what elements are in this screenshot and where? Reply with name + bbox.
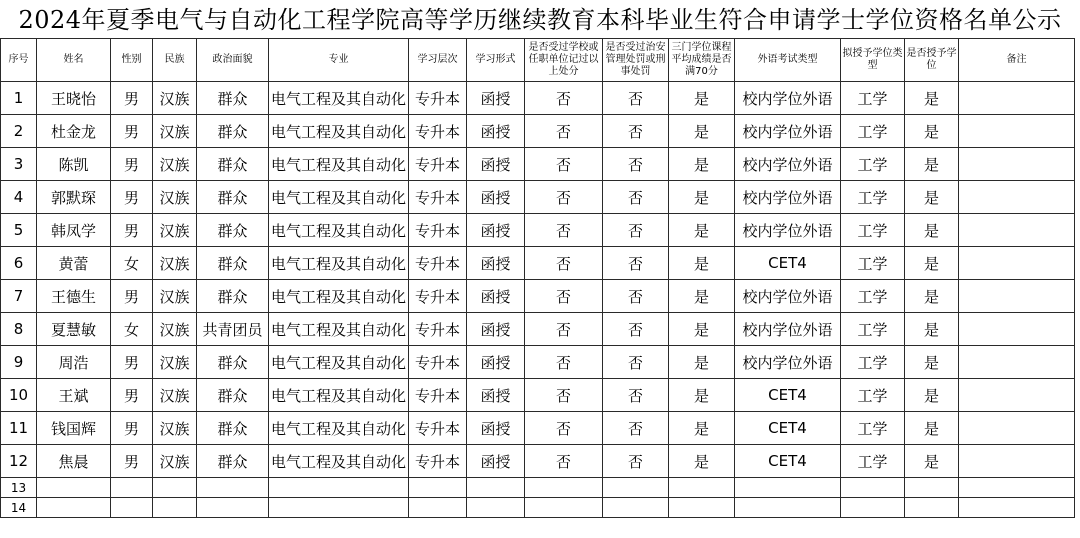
cell-major[interactable]: 电气工程及其自动化 xyxy=(269,148,409,181)
cell-political-status[interactable]: 群众 xyxy=(197,214,269,247)
cell-major[interactable]: 电气工程及其自动化 xyxy=(269,346,409,379)
cell-study-level[interactable]: 专升本 xyxy=(409,115,467,148)
cell-degree-type[interactable]: 工学 xyxy=(841,412,905,445)
cell-major[interactable]: 电气工程及其自动化 xyxy=(269,247,409,280)
cell-legal-penalty[interactable]: 否 xyxy=(603,181,669,214)
cell-degree-course-score[interactable]: 是 xyxy=(669,214,735,247)
cell-school-discipline[interactable]: 否 xyxy=(525,214,603,247)
cell-remarks[interactable] xyxy=(959,181,1075,214)
row-number[interactable]: 14 xyxy=(1,498,37,518)
cell-ethnicity[interactable]: 汉族 xyxy=(153,82,197,115)
cell-seq[interactable]: 6 xyxy=(1,247,37,280)
cell-school-discipline[interactable]: 否 xyxy=(525,115,603,148)
cell-degree-granted[interactable]: 是 xyxy=(905,280,959,313)
cell-political-status[interactable]: 共青团员 xyxy=(197,313,269,346)
cell-ethnicity[interactable]: 汉族 xyxy=(153,445,197,478)
cell-foreign-language-exam[interactable]: CET4 xyxy=(735,247,841,280)
cell-study-mode[interactable]: 函授 xyxy=(467,247,525,280)
cell-legal-penalty[interactable]: 否 xyxy=(603,379,669,412)
sheet-title: 2024年夏季电气与自动化工程学院高等学历继续教育本科毕业生符合申请学士学位资格名单公示 xyxy=(18,6,1062,34)
cell-legal-penalty[interactable]: 否 xyxy=(603,445,669,478)
empty-cell[interactable] xyxy=(735,498,841,518)
cell-gender[interactable]: 男 xyxy=(111,346,153,379)
cell-major[interactable]: 电气工程及其自动化 xyxy=(269,445,409,478)
header-major[interactable]: 专业 xyxy=(269,39,409,82)
cell-political-status[interactable]: 群众 xyxy=(197,148,269,181)
cell-name[interactable]: 焦晨 xyxy=(37,445,111,478)
cell-major[interactable]: 电气工程及其自动化 xyxy=(269,280,409,313)
cell-degree-course-score[interactable]: 是 xyxy=(669,148,735,181)
table-row xyxy=(1,214,1075,247)
cell-degree-granted[interactable]: 是 xyxy=(905,379,959,412)
header-school-discipline[interactable]: 是否受过学校或任职单位记过以上处分 xyxy=(525,39,603,82)
cell-name[interactable]: 陈凯 xyxy=(37,148,111,181)
cell-gender[interactable]: 女 xyxy=(111,247,153,280)
cell-seq[interactable]: 10 xyxy=(1,379,37,412)
cell-gender[interactable]: 男 xyxy=(111,82,153,115)
empty-cell[interactable] xyxy=(111,498,153,518)
cell-study-level[interactable]: 专升本 xyxy=(409,379,467,412)
cell-legal-penalty[interactable]: 否 xyxy=(603,412,669,445)
cell-legal-penalty[interactable]: 否 xyxy=(603,313,669,346)
cell-study-level[interactable]: 专升本 xyxy=(409,280,467,313)
cell-seq[interactable]: 1 xyxy=(1,82,37,115)
empty-cell[interactable] xyxy=(409,478,467,498)
cell-seq[interactable]: 3 xyxy=(1,148,37,181)
cell-gender[interactable]: 男 xyxy=(111,115,153,148)
cell-ethnicity[interactable]: 汉族 xyxy=(153,148,197,181)
cell-foreign-language-exam[interactable]: CET4 xyxy=(735,379,841,412)
cell-major[interactable]: 电气工程及其自动化 xyxy=(269,412,409,445)
cell-name[interactable]: 韩凤学 xyxy=(37,214,111,247)
empty-cell[interactable] xyxy=(111,478,153,498)
cell-degree-type[interactable]: 工学 xyxy=(841,82,905,115)
cell-degree-course-score[interactable]: 是 xyxy=(669,346,735,379)
cell-school-discipline[interactable]: 否 xyxy=(525,148,603,181)
cell-political-status[interactable]: 群众 xyxy=(197,445,269,478)
cell-legal-penalty[interactable]: 否 xyxy=(603,82,669,115)
cell-study-level[interactable]: 专升本 xyxy=(409,148,467,181)
table-row xyxy=(1,445,1075,478)
cell-study-level[interactable]: 专升本 xyxy=(409,445,467,478)
cell-school-discipline[interactable]: 否 xyxy=(525,313,603,346)
cell-degree-granted[interactable]: 是 xyxy=(905,247,959,280)
cell-degree-granted[interactable]: 是 xyxy=(905,82,959,115)
cell-degree-course-score[interactable]: 是 xyxy=(669,379,735,412)
cell-foreign-language-exam[interactable]: CET4 xyxy=(735,445,841,478)
header-study-mode[interactable]: 学习形式 xyxy=(467,39,525,82)
cell-study-level[interactable]: 专升本 xyxy=(409,247,467,280)
cell-major[interactable]: 电气工程及其自动化 xyxy=(269,115,409,148)
cell-major[interactable]: 电气工程及其自动化 xyxy=(269,379,409,412)
cell-legal-penalty[interactable]: 否 xyxy=(603,214,669,247)
table-row xyxy=(1,181,1075,214)
cell-study-mode[interactable]: 函授 xyxy=(467,115,525,148)
cell-study-level[interactable]: 专升本 xyxy=(409,181,467,214)
cell-degree-course-score[interactable]: 是 xyxy=(669,82,735,115)
empty-cell[interactable] xyxy=(467,498,525,518)
cell-remarks[interactable] xyxy=(959,445,1075,478)
cell-degree-granted[interactable]: 是 xyxy=(905,412,959,445)
empty-cell[interactable] xyxy=(669,478,735,498)
cell-remarks[interactable] xyxy=(959,82,1075,115)
cell-study-mode[interactable]: 函授 xyxy=(467,280,525,313)
cell-study-mode[interactable]: 函授 xyxy=(467,214,525,247)
empty-cell[interactable] xyxy=(525,478,603,498)
cell-foreign-language-exam[interactable]: 校内学位外语 xyxy=(735,148,841,181)
table-row xyxy=(1,115,1075,148)
header-degree-type[interactable]: 拟授予学位类型 xyxy=(841,39,905,82)
cell-remarks[interactable] xyxy=(959,148,1075,181)
degree-list-table xyxy=(0,38,1075,518)
header-remarks[interactable]: 备注 xyxy=(959,39,1075,82)
cell-political-status[interactable]: 群众 xyxy=(197,115,269,148)
header-study-level[interactable]: 学习层次 xyxy=(409,39,467,82)
cell-ethnicity[interactable]: 汉族 xyxy=(153,313,197,346)
table-row xyxy=(1,82,1075,115)
cell-political-status[interactable]: 群众 xyxy=(197,346,269,379)
cell-school-discipline[interactable]: 否 xyxy=(525,82,603,115)
cell-remarks[interactable] xyxy=(959,412,1075,445)
cell-political-status[interactable]: 群众 xyxy=(197,247,269,280)
cell-study-mode[interactable]: 函授 xyxy=(467,412,525,445)
cell-gender[interactable]: 女 xyxy=(111,313,153,346)
cell-gender[interactable]: 男 xyxy=(111,148,153,181)
empty-cell[interactable] xyxy=(959,478,1075,498)
empty-cell[interactable] xyxy=(959,498,1075,518)
table-row xyxy=(1,247,1075,280)
empty-row xyxy=(1,498,1075,518)
empty-cell[interactable] xyxy=(735,478,841,498)
empty-cell[interactable] xyxy=(467,478,525,498)
cell-seq[interactable]: 11 xyxy=(1,412,37,445)
cell-name[interactable]: 杜金龙 xyxy=(37,115,111,148)
cell-degree-type[interactable]: 工学 xyxy=(841,115,905,148)
empty-cell[interactable] xyxy=(409,498,467,518)
cell-remarks[interactable] xyxy=(959,115,1075,148)
cell-name[interactable]: 王斌 xyxy=(37,379,111,412)
cell-remarks[interactable] xyxy=(959,280,1075,313)
cell-degree-type[interactable]: 工学 xyxy=(841,445,905,478)
cell-school-discipline[interactable]: 否 xyxy=(525,379,603,412)
cell-name[interactable]: 钱国辉 xyxy=(37,412,111,445)
cell-legal-penalty[interactable]: 否 xyxy=(603,280,669,313)
cell-study-mode[interactable]: 函授 xyxy=(467,379,525,412)
cell-degree-granted[interactable]: 是 xyxy=(905,148,959,181)
cell-major[interactable]: 电气工程及其自动化 xyxy=(269,181,409,214)
cell-name[interactable]: 王晓怡 xyxy=(37,82,111,115)
cell-remarks[interactable] xyxy=(959,379,1075,412)
cell-ethnicity[interactable]: 汉族 xyxy=(153,379,197,412)
cell-school-discipline[interactable]: 否 xyxy=(525,181,603,214)
empty-cell[interactable] xyxy=(841,498,905,518)
header-seq[interactable]: 序号 xyxy=(1,39,37,82)
cell-degree-type[interactable]: 工学 xyxy=(841,280,905,313)
empty-cell[interactable] xyxy=(197,478,269,498)
empty-cell[interactable] xyxy=(669,498,735,518)
cell-ethnicity[interactable]: 汉族 xyxy=(153,181,197,214)
cell-study-mode[interactable]: 函授 xyxy=(467,313,525,346)
cell-remarks[interactable] xyxy=(959,313,1075,346)
cell-school-discipline[interactable]: 否 xyxy=(525,445,603,478)
cell-remarks[interactable] xyxy=(959,214,1075,247)
cell-degree-course-score[interactable]: 是 xyxy=(669,412,735,445)
cell-degree-type[interactable]: 工学 xyxy=(841,148,905,181)
cell-degree-course-score[interactable]: 是 xyxy=(669,280,735,313)
empty-cell[interactable] xyxy=(197,498,269,518)
cell-political-status[interactable]: 群众 xyxy=(197,82,269,115)
cell-degree-granted[interactable]: 是 xyxy=(905,313,959,346)
cell-major[interactable]: 电气工程及其自动化 xyxy=(269,313,409,346)
empty-cell[interactable] xyxy=(37,498,111,518)
cell-degree-granted[interactable]: 是 xyxy=(905,214,959,247)
cell-degree-type[interactable]: 工学 xyxy=(841,247,905,280)
cell-study-level[interactable]: 专升本 xyxy=(409,346,467,379)
header-row xyxy=(1,39,1075,82)
empty-cell[interactable] xyxy=(525,498,603,518)
cell-political-status[interactable]: 群众 xyxy=(197,412,269,445)
cell-major[interactable]: 电气工程及其自动化 xyxy=(269,214,409,247)
cell-seq[interactable]: 4 xyxy=(1,181,37,214)
cell-name[interactable]: 郭默琛 xyxy=(37,181,111,214)
cell-school-discipline[interactable]: 否 xyxy=(525,346,603,379)
cell-degree-type[interactable]: 工学 xyxy=(841,379,905,412)
cell-study-level[interactable]: 专升本 xyxy=(409,214,467,247)
cell-degree-type[interactable]: 工学 xyxy=(841,313,905,346)
cell-legal-penalty[interactable]: 否 xyxy=(603,247,669,280)
cell-study-mode[interactable]: 函授 xyxy=(467,82,525,115)
cell-study-mode[interactable]: 函授 xyxy=(467,181,525,214)
cell-foreign-language-exam[interactable]: 校内学位外语 xyxy=(735,280,841,313)
table-row xyxy=(1,313,1075,346)
cell-name[interactable]: 黄蕾 xyxy=(37,247,111,280)
table-row xyxy=(1,412,1075,445)
header-foreign-language-exam[interactable]: 外语考试类型 xyxy=(735,39,841,82)
empty-cell[interactable] xyxy=(269,498,409,518)
empty-cell[interactable] xyxy=(841,478,905,498)
empty-cell[interactable] xyxy=(905,498,959,518)
cell-degree-type[interactable]: 工学 xyxy=(841,346,905,379)
cell-seq[interactable]: 9 xyxy=(1,346,37,379)
cell-gender[interactable]: 男 xyxy=(111,445,153,478)
cell-foreign-language-exam[interactable]: 校内学位外语 xyxy=(735,346,841,379)
cell-study-mode[interactable]: 函授 xyxy=(467,445,525,478)
cell-remarks[interactable] xyxy=(959,247,1075,280)
cell-study-mode[interactable]: 函授 xyxy=(467,148,525,181)
cell-study-mode[interactable]: 函授 xyxy=(467,346,525,379)
cell-degree-course-score[interactable]: 是 xyxy=(669,445,735,478)
cell-ethnicity[interactable]: 汉族 xyxy=(153,280,197,313)
cell-foreign-language-exam[interactable]: 校内学位外语 xyxy=(735,115,841,148)
cell-ethnicity[interactable]: 汉族 xyxy=(153,247,197,280)
cell-degree-type[interactable]: 工学 xyxy=(841,181,905,214)
cell-degree-course-score[interactable]: 是 xyxy=(669,181,735,214)
empty-cell[interactable] xyxy=(153,478,197,498)
cell-name[interactable]: 周浩 xyxy=(37,346,111,379)
cell-seq[interactable]: 2 xyxy=(1,115,37,148)
empty-cell[interactable] xyxy=(153,498,197,518)
cell-remarks[interactable] xyxy=(959,346,1075,379)
cell-degree-granted[interactable]: 是 xyxy=(905,181,959,214)
header-ethnicity[interactable]: 民族 xyxy=(153,39,197,82)
cell-gender[interactable]: 男 xyxy=(111,412,153,445)
row-number[interactable]: 13 xyxy=(1,478,37,498)
empty-cell[interactable] xyxy=(37,478,111,498)
cell-political-status[interactable]: 群众 xyxy=(197,379,269,412)
cell-seq[interactable]: 7 xyxy=(1,280,37,313)
cell-seq[interactable]: 8 xyxy=(1,313,37,346)
cell-degree-type[interactable]: 工学 xyxy=(841,214,905,247)
table-row xyxy=(1,280,1075,313)
cell-school-discipline[interactable]: 否 xyxy=(525,247,603,280)
table-row xyxy=(1,148,1075,181)
header-degree-course-score[interactable]: 三门学位课程平均成绩是否满70分 xyxy=(669,39,735,82)
cell-degree-granted[interactable]: 是 xyxy=(905,445,959,478)
cell-study-level[interactable]: 专升本 xyxy=(409,313,467,346)
header-gender[interactable]: 性别 xyxy=(111,39,153,82)
cell-degree-course-score[interactable]: 是 xyxy=(669,115,735,148)
cell-name[interactable]: 王德生 xyxy=(37,280,111,313)
header-political-status[interactable]: 政治面貌 xyxy=(197,39,269,82)
cell-seq[interactable]: 12 xyxy=(1,445,37,478)
cell-political-status[interactable]: 群众 xyxy=(197,280,269,313)
cell-foreign-language-exam[interactable]: 校内学位外语 xyxy=(735,82,841,115)
cell-foreign-language-exam[interactable]: CET4 xyxy=(735,412,841,445)
cell-ethnicity[interactable]: 汉族 xyxy=(153,346,197,379)
empty-cell[interactable] xyxy=(905,478,959,498)
cell-ethnicity[interactable]: 汉族 xyxy=(153,412,197,445)
cell-ethnicity[interactable]: 汉族 xyxy=(153,115,197,148)
cell-name[interactable]: 夏慧敏 xyxy=(37,313,111,346)
cell-school-discipline[interactable]: 否 xyxy=(525,412,603,445)
empty-row xyxy=(1,478,1075,498)
cell-gender[interactable]: 男 xyxy=(111,214,153,247)
cell-legal-penalty[interactable]: 否 xyxy=(603,346,669,379)
cell-degree-granted[interactable]: 是 xyxy=(905,346,959,379)
header-name[interactable]: 姓名 xyxy=(37,39,111,82)
cell-political-status[interactable]: 群众 xyxy=(197,181,269,214)
empty-cell[interactable] xyxy=(269,478,409,498)
cell-gender[interactable]: 男 xyxy=(111,379,153,412)
cell-foreign-language-exam[interactable]: 校内学位外语 xyxy=(735,181,841,214)
header-legal-penalty[interactable]: 是否受过治安管理处罚或刑事处罚 xyxy=(603,39,669,82)
cell-study-level[interactable]: 专升本 xyxy=(409,412,467,445)
cell-gender[interactable]: 男 xyxy=(111,280,153,313)
cell-study-level[interactable]: 专升本 xyxy=(409,82,467,115)
cell-foreign-language-exam[interactable]: 校内学位外语 xyxy=(735,313,841,346)
cell-ethnicity[interactable]: 汉族 xyxy=(153,214,197,247)
cell-major[interactable]: 电气工程及其自动化 xyxy=(269,82,409,115)
cell-degree-course-score[interactable]: 是 xyxy=(669,313,735,346)
table-row xyxy=(1,346,1075,379)
table-row xyxy=(1,379,1075,412)
cell-degree-course-score[interactable]: 是 xyxy=(669,247,735,280)
cell-seq[interactable]: 5 xyxy=(1,214,37,247)
cell-legal-penalty[interactable]: 否 xyxy=(603,148,669,181)
cell-legal-penalty[interactable]: 否 xyxy=(603,115,669,148)
empty-cell[interactable] xyxy=(603,478,669,498)
cell-school-discipline[interactable]: 否 xyxy=(525,280,603,313)
cell-degree-granted[interactable]: 是 xyxy=(905,115,959,148)
header-degree-granted[interactable]: 是否授予学位 xyxy=(905,39,959,82)
cell-foreign-language-exam[interactable]: 校内学位外语 xyxy=(735,214,841,247)
cell-gender[interactable]: 男 xyxy=(111,181,153,214)
empty-cell[interactable] xyxy=(603,498,669,518)
